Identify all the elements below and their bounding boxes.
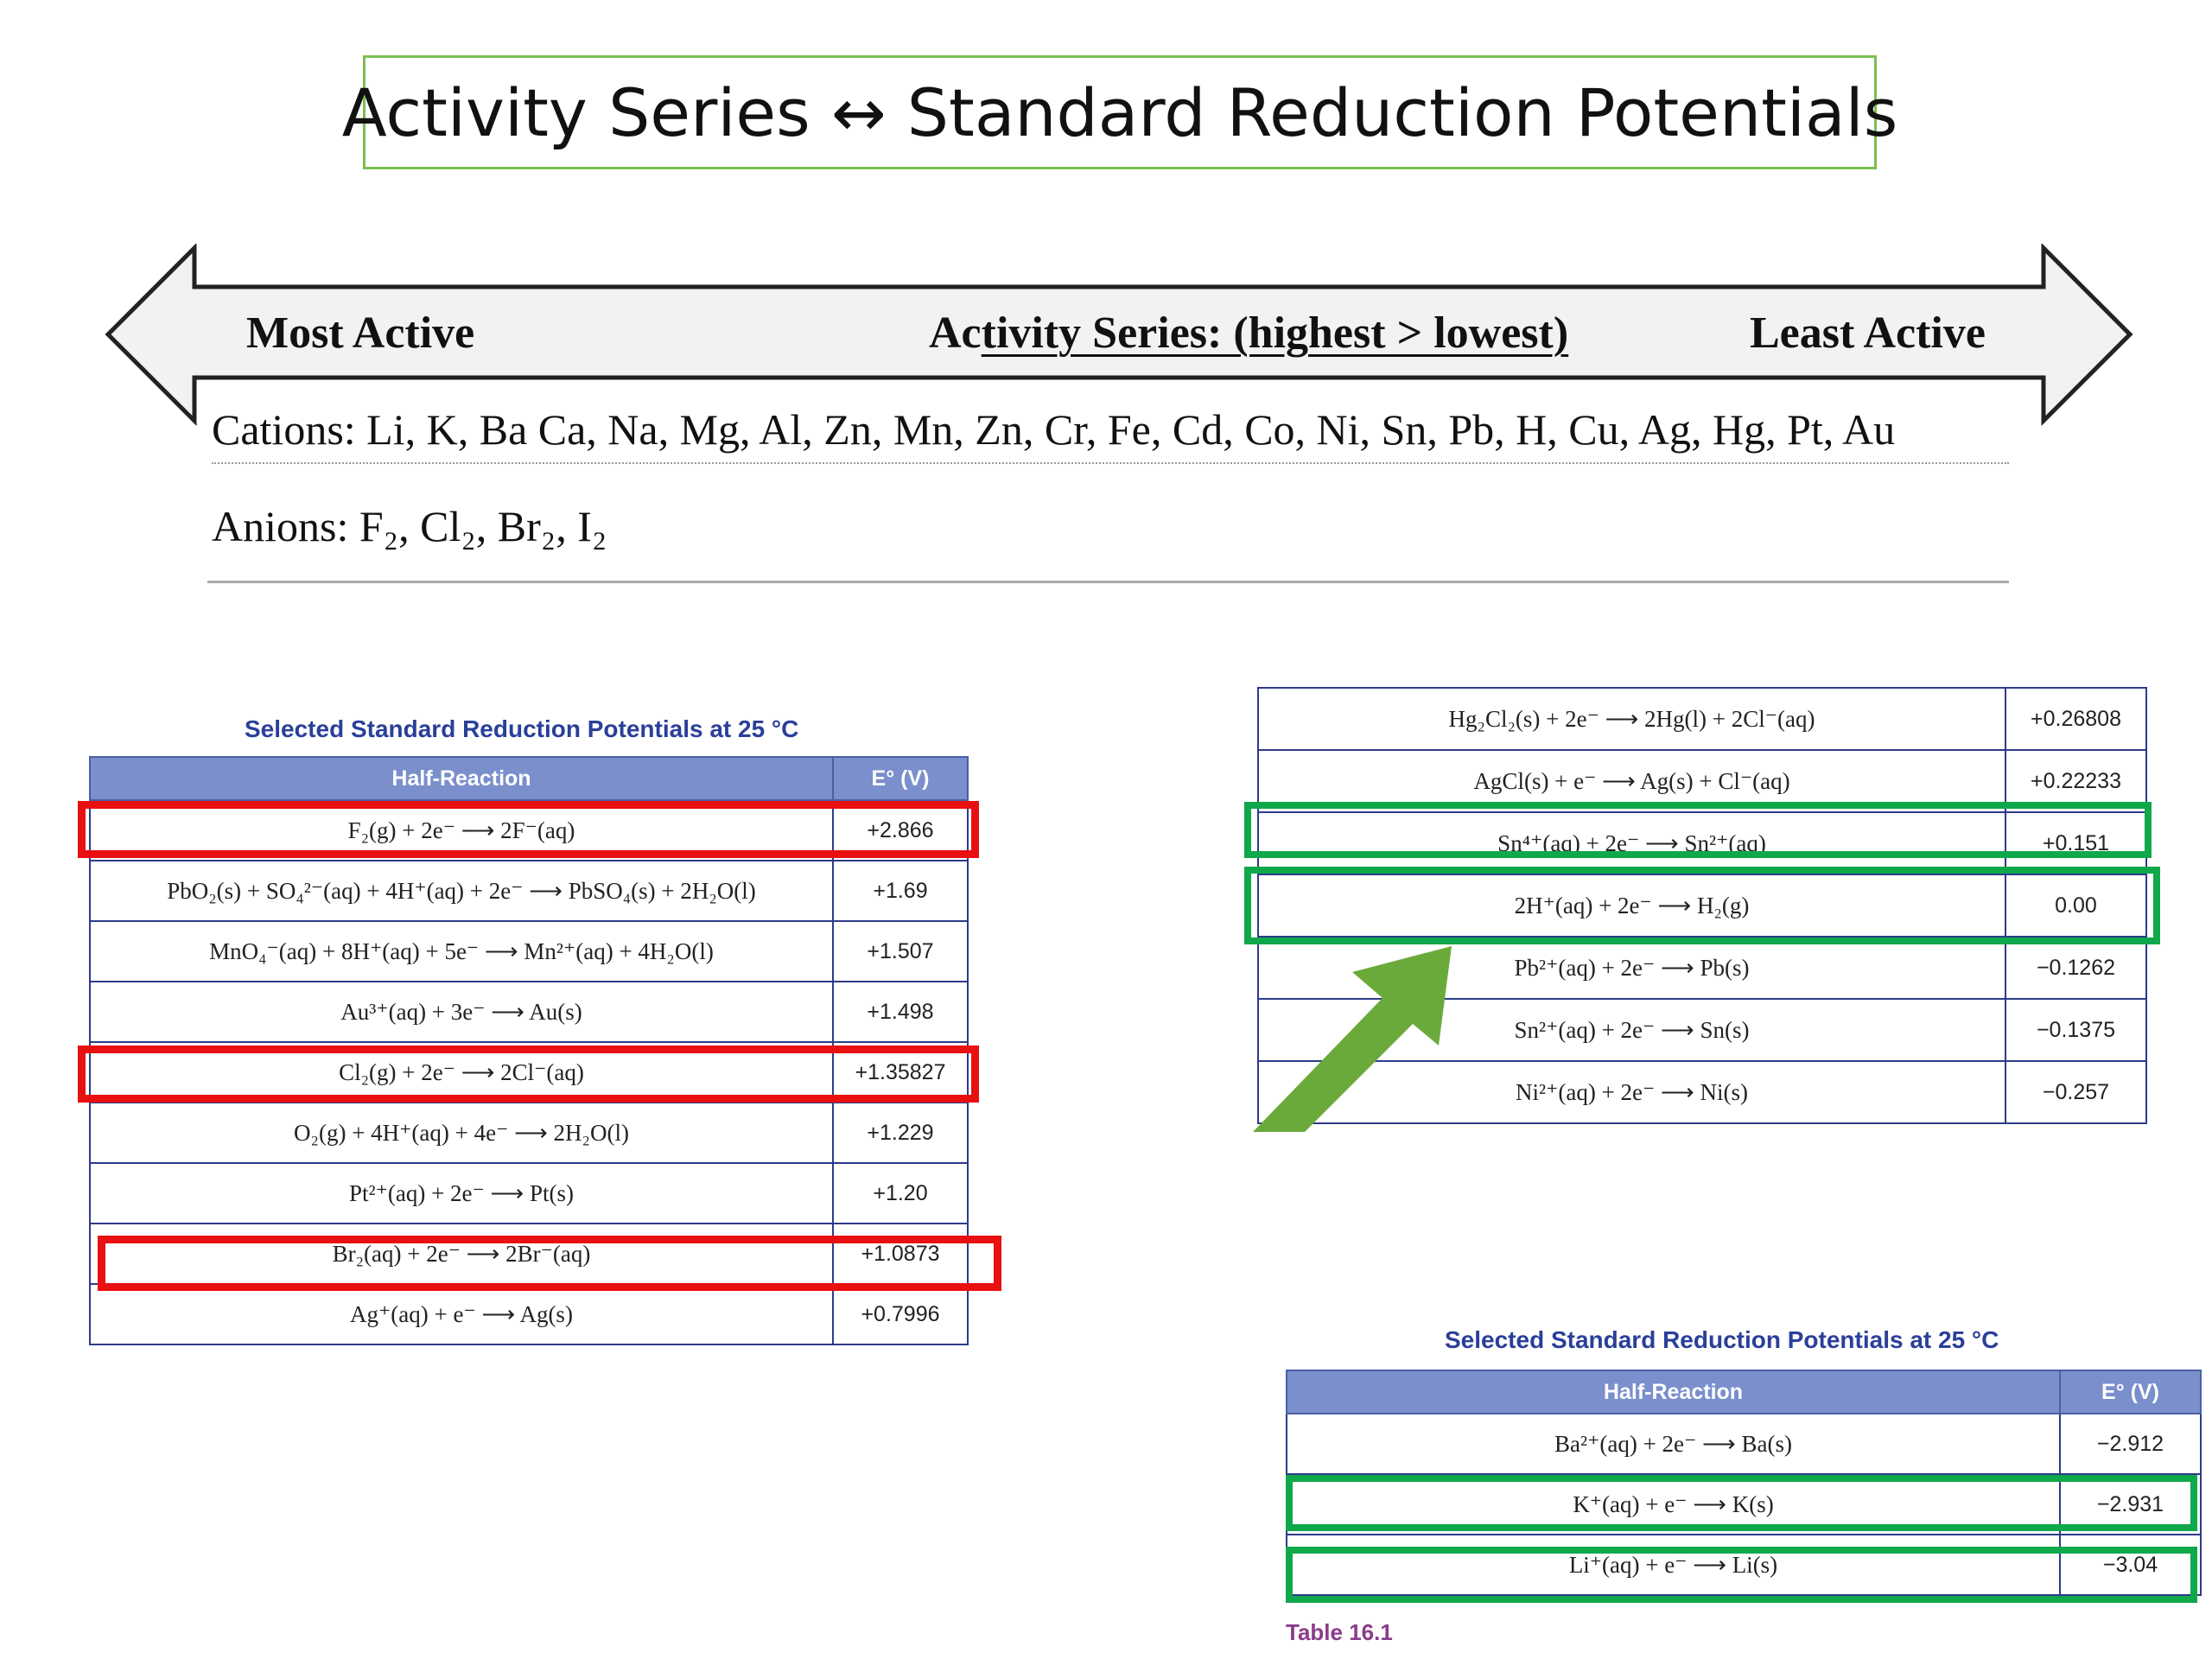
activity-series-label-b: tivity Series: (highest > lowest)	[981, 308, 1569, 358]
header-potential: E° (V)	[833, 757, 968, 800]
potential-value: +1.507	[833, 921, 968, 982]
half-reaction: Sn²⁺(aq) + 2e⁻ ⟶ Sn(s)	[1258, 999, 2005, 1061]
half-reaction: O₂(g) + 4H⁺(aq) + 4e⁻ ⟶ 2H₂O(l)	[90, 1103, 833, 1163]
page-title	[341, 55, 1898, 169]
potential-value: −0.1375	[2005, 999, 2146, 1061]
most-active-label: Most Active	[246, 308, 475, 358]
page-title-text: Activity Series ↔ Standard Reduction Potentials	[341, 73, 1898, 151]
highlight-chlorine	[78, 1046, 979, 1103]
potential-value: +1.20	[833, 1163, 968, 1224]
potential-value: +0.22233	[2005, 750, 2146, 812]
potential-value: −3.04	[2060, 1535, 2201, 1595]
table-header-row	[1287, 1370, 2201, 1414]
highlight-tin	[1244, 802, 2152, 858]
table-row	[1258, 688, 2146, 750]
potential-value: +0.151	[2005, 812, 2146, 874]
table1-caption: Selected Standard Reduction Potentials at 25 °C	[245, 715, 799, 742]
table-row	[1287, 1414, 2201, 1474]
half-reaction: F₂(g) + 2e⁻ ⟶ 2F⁻(aq)	[90, 800, 833, 861]
table-row	[90, 1103, 968, 1163]
half-reaction: PbO₂(s) + SO₄²⁻(aq) + 4H⁺(aq) + 2e⁻ ⟶ PbSO₄(s) + 2H₂O(l)	[90, 861, 833, 921]
potential-value: −2.912	[2060, 1414, 2201, 1474]
potential-value: +0.26808	[2005, 688, 2146, 750]
table-row	[90, 1284, 968, 1344]
potential-value: 0.00	[2005, 874, 2146, 937]
potential-value: +1.498	[833, 982, 968, 1042]
half-reaction: AgCl(s) + e⁻ ⟶ Ag(s) + Cl⁻(aq)	[1258, 750, 2005, 812]
least-active-label: Least Active	[1750, 308, 1986, 358]
half-reaction: K⁺(aq) + e⁻ ⟶ K(s)	[1287, 1474, 2060, 1535]
half-reaction: Ni²⁺(aq) + 2e⁻ ⟶ Ni(s)	[1258, 1061, 2005, 1123]
potential-value: −2.931	[2060, 1474, 2201, 1535]
activity-series-label	[929, 308, 1568, 359]
half-reaction: MnO₄⁻(aq) + 8H⁺(aq) + 5e⁻ ⟶ Mn²⁺(aq) + 4H₂O(l)	[90, 921, 833, 982]
table-header-row	[90, 757, 968, 800]
anions-series: Anions: F₂, Cl₂, Br₂, I₂	[212, 502, 607, 550]
header-half-reaction: Half-Reaction	[90, 757, 833, 800]
potential-value: +1.0873	[833, 1224, 968, 1284]
potential-value: −0.1262	[2005, 937, 2146, 999]
header-half-reaction: Half-Reaction	[1287, 1370, 2060, 1414]
half-reaction: Pt²⁺(aq) + 2e⁻ ⟶ Pt(s)	[90, 1163, 833, 1224]
half-reaction: Ag⁺(aq) + e⁻ ⟶ Ag(s)	[90, 1284, 833, 1344]
highlight-lithium	[1286, 1547, 2197, 1603]
half-reaction: 2H⁺(aq) + 2e⁻ ⟶ H₂(g)	[1258, 874, 2005, 937]
half-reaction: Hg₂Cl₂(s) + 2e⁻ ⟶ 2Hg(l) + 2Cl⁻(aq)	[1258, 688, 2005, 750]
half-reaction: Sn⁴⁺(aq) + 2e⁻ ⟶ Sn²⁺(aq)	[1258, 812, 2005, 874]
cations-series: Cations: Li, K, Ba Ca, Na, Mg, Al, Zn, Mn, Zn, Cr, Fe, Cd, Co, Ni, Sn, Pb, H, Cu, Ag, Hg, Pt, Au	[212, 405, 1896, 454]
half-reaction: Ba²⁺(aq) + 2e⁻ ⟶ Ba(s)	[1287, 1414, 2060, 1474]
table-row	[90, 1163, 968, 1224]
table3-caption: Selected Standard Reduction Potentials at 25 °C	[1445, 1326, 1999, 1353]
potential-value: +1.69	[833, 861, 968, 921]
table-row	[90, 861, 968, 921]
dotted-divider	[212, 462, 2009, 464]
half-reaction: Cl₂(g) + 2e⁻ ⟶ 2Cl⁻(aq)	[90, 1042, 833, 1103]
half-reaction: Br₂(aq) + 2e⁻ ⟶ 2Br⁻(aq)	[90, 1224, 833, 1284]
activity-series-label-a: Ac	[929, 308, 982, 358]
highlight-bromine	[98, 1236, 1001, 1291]
half-reaction: Pb²⁺(aq) + 2e⁻ ⟶ Pb(s)	[1258, 937, 2005, 999]
half-reaction: Au³⁺(aq) + 3e⁻ ⟶ Au(s)	[90, 982, 833, 1042]
header-potential: E° (V)	[2060, 1370, 2201, 1414]
potential-value: +2.866	[833, 800, 968, 861]
highlight-fluorine	[78, 801, 979, 858]
half-reaction: Li⁺(aq) + e⁻ ⟶ Li(s)	[1287, 1535, 2060, 1595]
potential-value: −0.257	[2005, 1061, 2146, 1123]
table-footer-label: Table 16.1	[1286, 1619, 1393, 1645]
potential-value: +0.7996	[833, 1284, 968, 1344]
section-divider	[207, 581, 2009, 583]
highlight-potassium	[1286, 1475, 2197, 1531]
potential-value: +1.229	[833, 1103, 968, 1163]
potential-value: +1.35827	[833, 1042, 968, 1103]
table-row	[90, 921, 968, 982]
pointer-arrow-icon	[1253, 933, 1478, 1132]
table-row	[90, 982, 968, 1042]
